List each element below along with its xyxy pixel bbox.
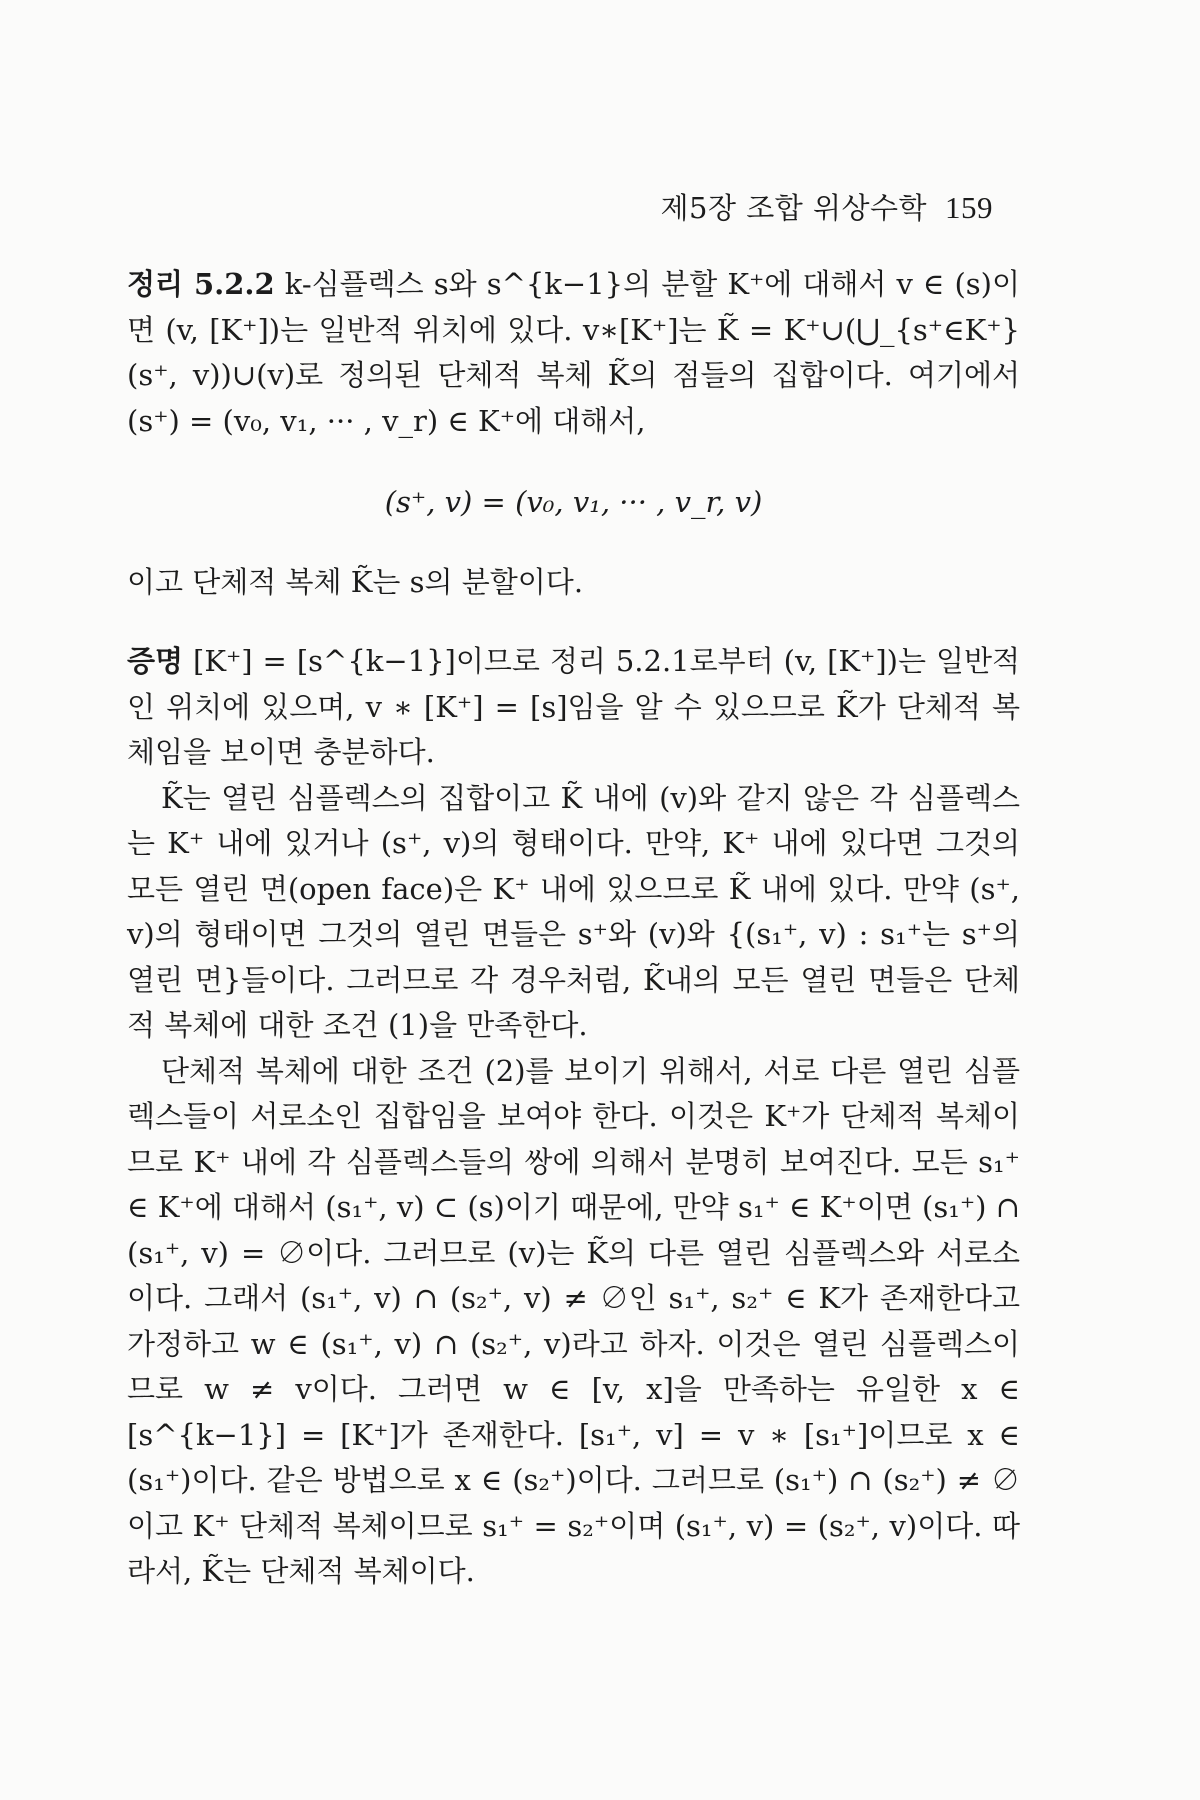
display-equation: (s⁺, v) = (v₀, v₁, ··· , v_r, v) [384, 485, 763, 519]
proof-paragraph-2: 단체적 복체에 대한 조건 (2)를 보이기 위해서, 서로 다른 열린 심플렉스들이 서로소인 집합임을 보여야 한다. 이것은 K⁺가 단체적 복체이므로 K⁺ 내에 각 심플렉스들의 쌍에 의해서 분명히 보여진다. 모든 s₁⁺ ∈ K⁺에 대해서 (s₁⁺, v) ⊂ (s)이기 때문에, 만약 s₁⁺ ∈ K⁺이면 (s₁⁺) ∩ (s₁⁺, v) = ∅이다. 그러므로 (v)는 K̃의 다른 열린 심플렉스와 서로소이다. 그래서 (s₁⁺, v) ∩ (s₂⁺, v) ≠ ∅인 s₁⁺, s₂⁺ ∈ K가 존재한다고 가정하고 w ∈ (s₁⁺, v) ∩ (s₂⁺, v)라고 하자. 이것은 열린 심플렉스이므로 w ≠ v이다. 그러면 w ∈ [v, x]을 만족하는 유일한 x ∈ [s^{k−1}] = [K⁺]가 존재한다. [s₁⁺, v] = v ∗ [s₁⁺]이므로 x ∈ (s₁⁺)이다. 같은 방법으로 x ∈ (s₂⁺)이다. 그러므로 (s₁⁺) ∩ (s₂⁺) ≠ ∅이고 K⁺ 단체적 복체이므로 s₁⁺ = s₂⁺이며 (s₁⁺, v) = (s₂⁺, v)이다. 따라서, K̃는 단체적 복체이다. [127, 1053, 1020, 1588]
proof-label: 증명 [127, 644, 184, 678]
theorem-label: 정리 5.2.2 [127, 267, 275, 301]
proof-text: [K⁺] = [s^{k−1}]이므로 정리 5.2.1로부터 (v, [K⁺])는 일반적인 위치에 있으며, v ∗ [K⁺] = [s]임을 알 수 있으므로 K̃가 단체적 복체임을 보이면 충분하다. [127, 644, 1021, 769]
proof-block [127, 639, 1020, 776]
page-number: 159 [945, 190, 993, 225]
proof-paragraph-1: K̃는 열린 심플렉스의 집합이고 K̃ 내에 (v)와 같지 않은 각 심플렉스는 K⁺ 내에 있거나 (s⁺, v)의 형태이다. 만약, K⁺ 내에 있다면 그것의 모든 열린 면(open face)은 K⁺ 내에 있으므로 K̃ 내에 있다. 만약 (s⁺, v)의 형태이면 그것의 열린 면들은 s⁺와 (v)와 {(s₁⁺, v) : s₁⁺는 s⁺의 열린 면}들이다. 그러므로 각 경우처럼, K̃내의 모든 열린 면들은 단체적 복체에 대한 조건 (1)을 만족한다. [127, 780, 1020, 1042]
theorem-block [127, 262, 1020, 444]
theorem-text: k-심플렉스 s와 s^{k−1}의 분할 K⁺에 대해서 v ∈ (s)이면 (v, [K⁺])는 일반적 위치에 있다. v∗[K⁺]는 K̃ = K⁺∪(⋃_{s⁺∈K⁺}(s⁺, v))∪(v)로 정의된 단체적 복체 K̃의 점들의 집합이다. 여기에서 (s⁺) = (v₀, v₁, ··· , v_r) ∈ K⁺에 대해서, [127, 267, 1020, 438]
theorem-conclusion: 이고 단체적 복체 K̃는 s의 분할이다. [127, 564, 584, 599]
running-header [661, 186, 994, 227]
page-body [127, 262, 1020, 1595]
section-gap [127, 605, 1020, 639]
chapter-title: 제5장 조합 위상수학 [660, 191, 927, 225]
